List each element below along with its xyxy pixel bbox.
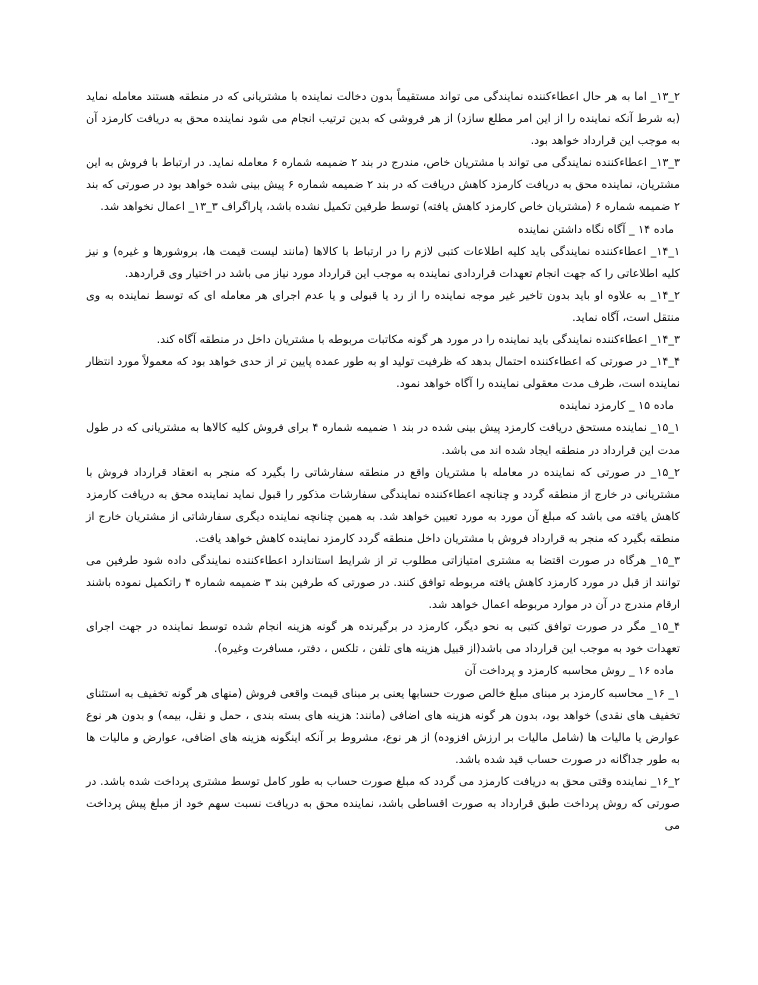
paragraph-16-1: ۱_ ۱۶_ محاسبه کارمزد بر مبنای مبلغ خالص صورت حسابها یعنی بر مبنای قیمت واقعی فروش (منهای هر گونه تخفیف به استثنای تخفیف های نقدی) خواهد بود، بدون هر گونه هزینه های اضافی (مانند: هزینه های بسته بندی ، حمل و نقل، بیمه) و بدون هر نوع عوارض یا مالیات ها (شامل مالیات بر ارزش افزوده) از هر نوع، مشروط بر آنکه اینگونه هزینه های اضافی، عوارض و مالیات ها به طور جداگانه در صورت حساب قید شده باشد. xyxy=(86,686,680,766)
paragraph-14-3: ۳_۱۴_ اعطاءکننده نمایندگی باید نماینده را در مورد هر گونه مکاتبات مربوطه با مشتریان داخل در منطقه آگاه کند. xyxy=(156,333,680,347)
paragraph-15-2: ۲_۱۵_ در صورتی که نماینده در معامله با مشتریان واقع در منطقه سفارشاتی را بگیرد که منجر به انعقاد قرارداد فروش با مشتریانی در خارج از منطقه گردد و چنانچه اعطاءکننده نمایندگی سفارشات مذکور را قبول نماید نماینده محق به دریافت کارمزد کاهش یافته می باشد که مبلغ آن مورد به مورد تعیین خواهد شد. به همین چنانچه نماینده دیگری سفارشاتی از مشتریان خارج از منطقه بگیرد که منجر به قرارداد فروش با مشتریان داخل منطقه گردد کارمزد نماینده کاهش خواهد یافت. xyxy=(86,465,680,545)
document-page xyxy=(86,86,680,837)
paragraph-16-2: ۲_۱۶_ نماینده وقتی محق به دریافت کارمزد می گردد که مبلغ صورت حساب به طور کامل توسط مشتری پرداخت شده باشد. در صورتی که روش پرداخت طبق قرارداد به صورت اقساطی باشد، نماینده محق به دریافت نسبت سهم خود از مبلغ پیش پرداخت می xyxy=(86,774,680,833)
paragraph-14-4: ۴_۱۴_ در صورتی که اعطاءکننده احتمال بدهد که ظرفیت تولید او به طور عمده پایین تر از حدی خواهد بود که معمولاً مورد انتظار نماینده است، ظرف مدت معقولی نماینده را آگاه خواهد نمود. xyxy=(86,355,680,391)
paragraph-13-2: ۲_۱۳_ اما به هر حال اعطاءکننده نمایندگی می تواند مستقیماً بدون دخالت نماینده با مشتریانی که در منطقه هستند معامله نماید (به شرط آنکه نماینده را از این امر مطلع سازد) از هر فروشی که بدین ترتیب انجام می شود نماینده محق به دریافت کارمزد آن به موجب این قرارداد خواهد بود. xyxy=(86,90,680,148)
article-16-heading: ماده ۱۶ _ روش محاسبه کارمزد و پرداخت آن xyxy=(464,664,674,678)
paragraph-15-4: ۴_۱۵_ مگر در صورت توافق کتبی به نحو دیگر، کارمزد در برگیرنده هر گونه هزینه انجام شده توسط نماینده در جهت اجرای تعهدات خود به موجب این قرارداد می باشد(از قبیل هزینه های تلفن ، تلکس ، دفتر، مسافرت وغیره). xyxy=(86,620,680,656)
paragraph-15-3: ۳_۱۵_ هرگاه در صورت اقتضا به مشتری امتیازاتی مطلوب تر از شرایط استاندارد اعطاءکننده نمایندگی داده شود طرفین می توانند از قبل در مورد کارمزد کاهش یافته مربوطه توافق کنند. در صورتی که طرفین بند ۳ ضمیمه شماره ۴ راتکمیل نموده باشند ارقام مندرج در آن در موارد مربوطه اعمال خواهد شد. xyxy=(86,553,680,612)
paragraph-14-2: ۲_۱۴_ به علاوه او باید بدون تاخیر غیر موجه نماینده را از رد یا قبولی و یا عدم اجرای هر معامله ای که توسط نماینده به وی منتقل است، آگاه نماید. xyxy=(86,288,680,324)
article-14-heading: ماده ۱۴ _ آگاه نگاه داشتن نماینده xyxy=(517,222,674,236)
paragraph-13-3: ۳_۱۳_ اعطاءکننده نمایندگی می تواند با مشتریان خاص، مندرج در بند ۲ ضمیمه شماره ۶ معامله نماید. در ارتباط با فروش به این مشتریان، نماینده محق به دریافت کارمزد کاهش دریافت که در بند ۲ ضمیمه شماره ۶ پیش بینی شده خواهد بود در صورتی که بند ۲ ضمیمه شماره ۶ (مشتریان خاص کارمزد کاهش یافته) توسط طرفین تکمیل نشده باشد، پاراگراف ۳_۱۳_ اعمال نخواهد شد. xyxy=(86,156,681,214)
paragraph-14-1: ۱_۱۴_ اعطاءکننده نمایندگی باید کلیه اطلاعات کتبی لازم را در ارتباط با کالاها (مانند لیست قیمت ها، بروشورها و غیره) و نیز کلیه اطلاعاتی را که جهت انجام تعهدات قراردادی نماینده به موجب این قرارداد مورد نیاز می باشد در اختیار وی قراردهد. xyxy=(86,244,680,280)
paragraph-15-1: ۱_۱۵_ نماینده مستحق دریافت کارمزد پیش بینی شده در بند ۱ ضمیمه شماره ۴ برای فروش کلیه کالاها به مشتریانی که در طول مدت این قرارداد در منطقه ایجاد شده اند می باشد. xyxy=(86,421,680,457)
article-15-heading: ماده ۱۵ _ کارمزد نماینده xyxy=(559,399,674,413)
